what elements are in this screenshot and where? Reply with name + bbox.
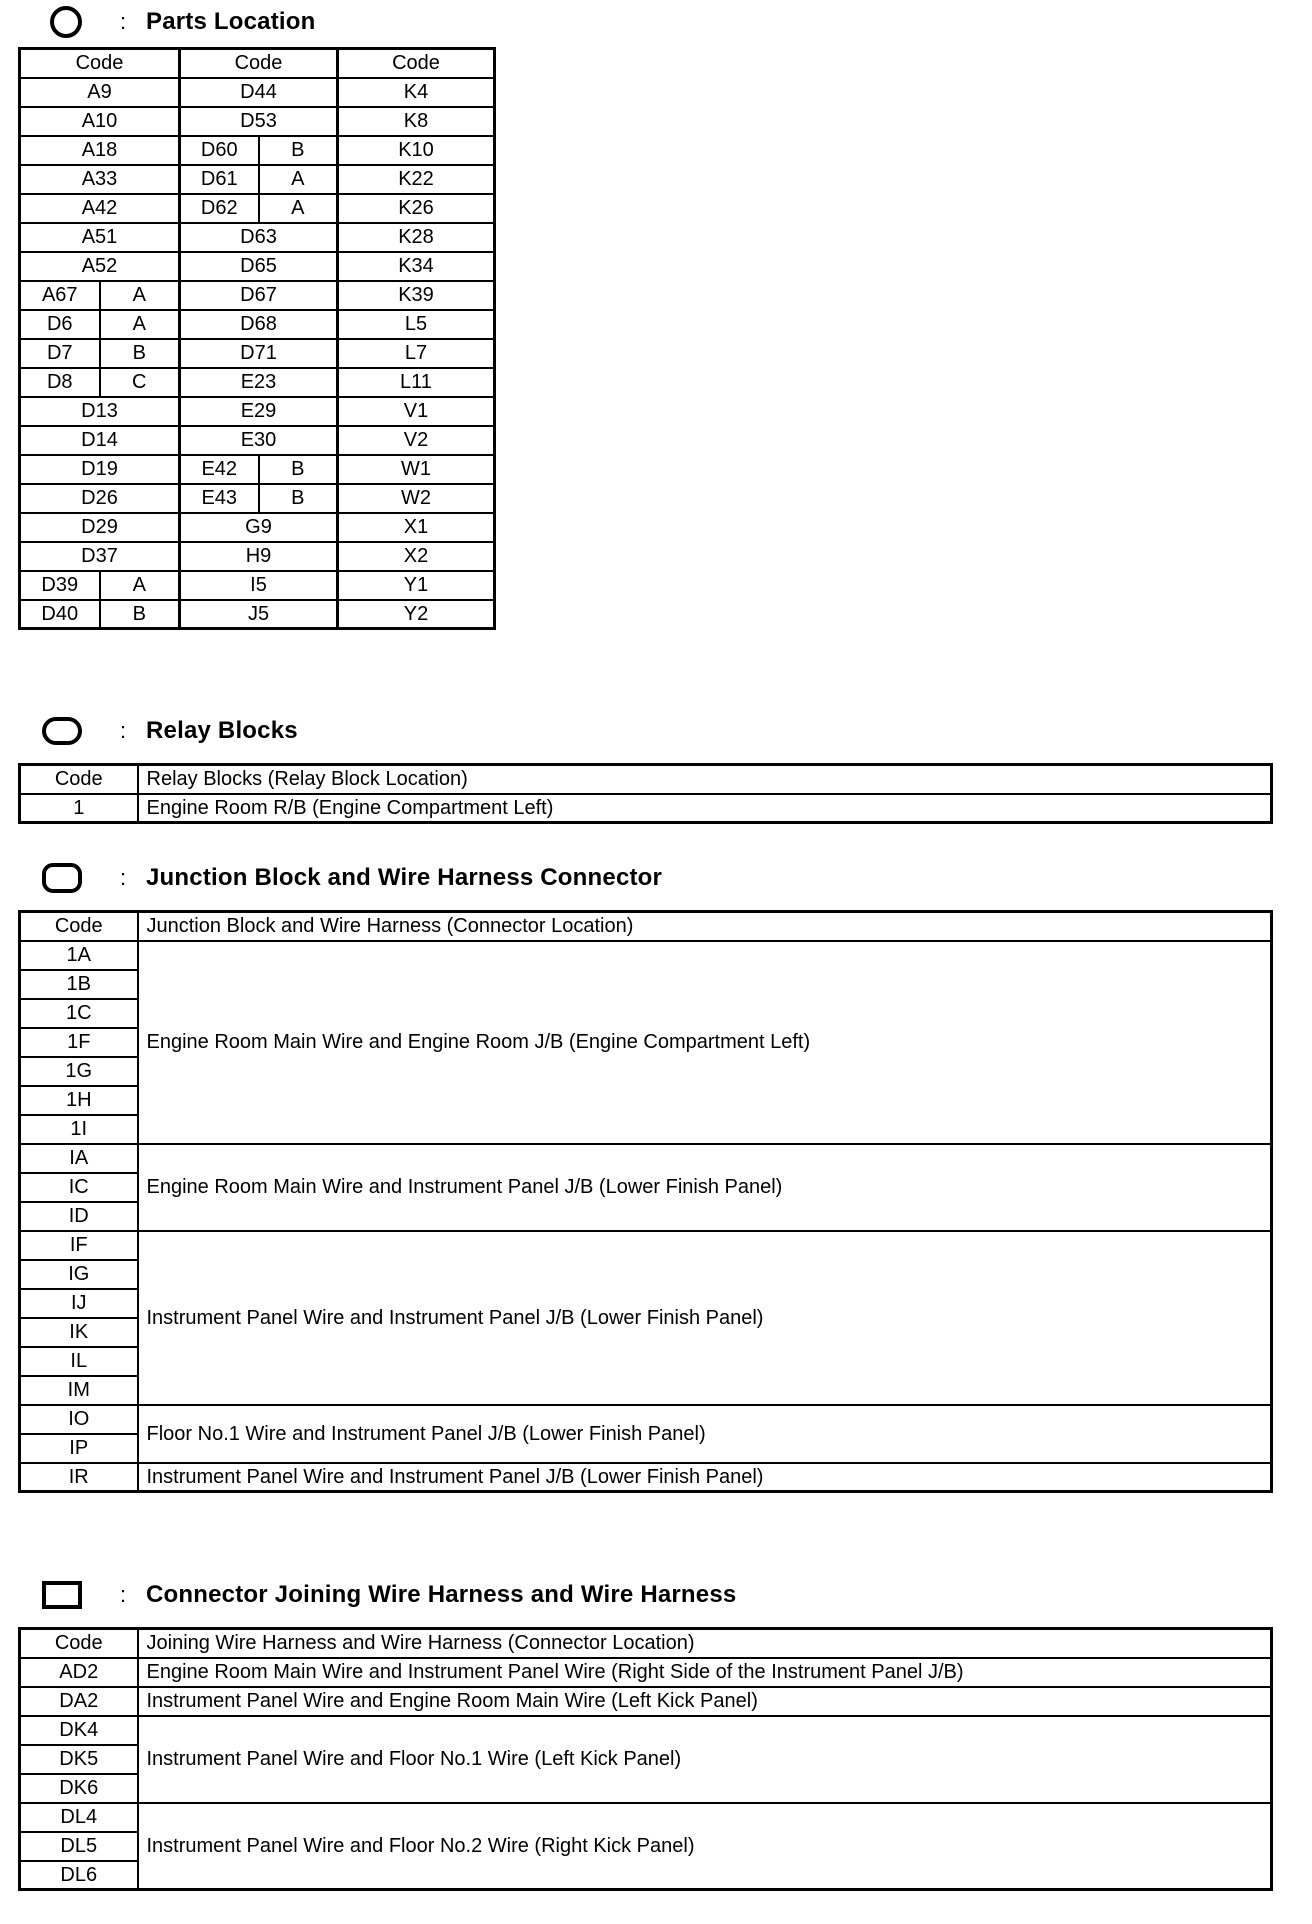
parts-suffix-cell: A [100,571,180,600]
junction-code-cell: IO [20,1405,138,1434]
parts-row [20,165,495,194]
parts-code-cell: E30 [180,426,338,455]
connector-header-row [20,1629,1272,1658]
parts-row [20,397,495,426]
parts-code-cell: E29 [180,397,338,426]
parts-code-cell: D13 [20,397,180,426]
parts-code-cell: W2 [338,484,495,513]
parts-code-cell: D44 [180,78,338,107]
connector-code-cell: DK5 [20,1745,138,1774]
parts-code-cell: Y1 [338,571,495,600]
junction-code-cell: IA [20,1144,138,1173]
parts-location-table [18,47,496,630]
parts-code-cell: D71 [180,339,338,368]
parts-code-cell: X1 [338,513,495,542]
parts-code-cell: K34 [338,252,495,281]
parts-code-cell: V1 [338,397,495,426]
parts-code-cell: D37 [20,542,180,571]
junction-code-cell: 1F [20,1028,138,1057]
parts-row [20,426,495,455]
relay-desc-cell: Engine Room R/B (Engine Compartment Left) [138,794,1272,823]
parts-code-cell: A52 [20,252,180,281]
parts-suffix-cell: A [259,165,338,194]
parts-code-cell: V2 [338,426,495,455]
parts-code-cell: D7 [20,339,100,368]
junction-code-cell: IJ [20,1289,138,1318]
parts-code-cell: A42 [20,194,180,223]
connector-code-cell: AD2 [20,1658,138,1687]
parts-code-cell: D60 [180,136,259,165]
parts-code-cell: K39 [338,281,495,310]
parts-code-cell: D68 [180,310,338,339]
parts-row [20,455,495,484]
junction-block-title: Junction Block and Wire Harness Connector [146,864,663,891]
parts-location-title: Parts Location [146,8,316,35]
junction-code-cell: 1G [20,1057,138,1086]
parts-code-cell: L7 [338,339,495,368]
connector-code-cell: DK6 [20,1774,138,1803]
connector-row [20,1803,1272,1832]
relay-header-desc: Relay Blocks (Relay Block Location) [138,765,1272,794]
parts-code-cell: D19 [20,455,180,484]
parts-row [20,542,495,571]
junction-header-code: Code [20,912,138,941]
connector-joining-table [18,1627,1273,1891]
parts-code-cell: A18 [20,136,180,165]
junction-header-desc: Junction Block and Wire Harness (Connector Location) [138,912,1272,941]
parts-code-cell: I5 [180,571,338,600]
junction-row [20,1463,1272,1492]
parts-header-cell: Code [338,49,495,78]
connector-code-cell: DL5 [20,1832,138,1861]
parts-code-cell: D62 [180,194,259,223]
parts-code-cell: L11 [338,368,495,397]
parts-code-cell: K8 [338,107,495,136]
connector-header-desc: Joining Wire Harness and Wire Harness (Connector Location) [138,1629,1272,1658]
connector-row [20,1658,1272,1687]
parts-code-cell: D61 [180,165,259,194]
junction-code-cell: IK [20,1318,138,1347]
parts-suffix-cell: A [259,194,338,223]
parts-code-cell: L5 [338,310,495,339]
parts-code-cell: D67 [180,281,338,310]
connector-row [20,1716,1272,1745]
parts-row [20,194,495,223]
parts-row [20,600,495,629]
rectangle-icon [42,1581,82,1609]
connector-code-cell: DL4 [20,1803,138,1832]
parts-row [20,368,495,397]
connector-joining-title: Connector Joining Wire Harness and Wire Harness [146,1581,737,1608]
junction-code-cell: IM [20,1376,138,1405]
parts-code-cell: D29 [20,513,180,542]
parts-header-cell: Code [180,49,338,78]
connector-row [20,1687,1272,1716]
junction-code-cell: 1A [20,941,138,970]
junction-code-cell: 1I [20,1115,138,1144]
junction-row [20,1144,1272,1173]
parts-code-cell: D6 [20,310,100,339]
junction-block-header [42,860,662,896]
parts-suffix-cell: C [100,368,180,397]
circle-icon [50,6,82,38]
parts-header-cell: Code [20,49,180,78]
parts-row [20,339,495,368]
junction-code-cell: IL [20,1347,138,1376]
parts-row [20,513,495,542]
relay-code-cell: 1 [20,794,138,823]
parts-code-cell: H9 [180,542,338,571]
parts-code-cell: D40 [20,600,100,629]
parts-code-cell: X2 [338,542,495,571]
connector-joining-header [42,1577,736,1613]
parts-code-cell: K26 [338,194,495,223]
parts-code-cell: K28 [338,223,495,252]
parts-code-cell: E43 [180,484,259,513]
relay-header-row [20,765,1272,794]
junction-block-table [18,910,1273,1493]
junction-code-cell: IR [20,1463,138,1492]
relay-blocks-title: Relay Blocks [146,717,298,744]
parts-suffix-cell: B [100,600,180,629]
parts-code-cell: K22 [338,165,495,194]
parts-code-cell: J5 [180,600,338,629]
junction-code-cell: IG [20,1260,138,1289]
connector-desc-cell: Engine Room Main Wire and Instrument Panel Wire (Right Side of the Instrument Panel J/B) [138,1658,1272,1687]
junction-code-cell: 1C [20,999,138,1028]
junction-desc-cell: Floor No.1 Wire and Instrument Panel J/B (Lower Finish Panel) [138,1405,1272,1463]
parts-code-cell: D26 [20,484,180,513]
connector-code-cell: DA2 [20,1687,138,1716]
parts-code-cell: K4 [338,78,495,107]
parts-suffix-cell: B [259,455,338,484]
parts-header-row [20,49,495,78]
parts-row [20,252,495,281]
relay-blocks-header [42,713,298,749]
parts-suffix-cell: B [259,136,338,165]
parts-code-cell: A67 [20,281,100,310]
rounded-rectangle-icon [42,863,82,893]
junction-desc-cell: Engine Room Main Wire and Instrument Panel J/B (Lower Finish Panel) [138,1144,1272,1231]
parts-code-cell: A10 [20,107,180,136]
relay-blocks-colon: : [120,718,127,743]
parts-code-cell: D63 [180,223,338,252]
parts-code-cell: K10 [338,136,495,165]
parts-row [20,78,495,107]
junction-code-cell: IP [20,1434,138,1463]
parts-code-cell: D53 [180,107,338,136]
junction-desc-cell: Instrument Panel Wire and Instrument Panel J/B (Lower Finish Panel) [138,1463,1272,1492]
relay-row [20,794,1272,823]
parts-code-cell: E42 [180,455,259,484]
connector-desc-cell: Instrument Panel Wire and Floor No.1 Wire (Left Kick Panel) [138,1716,1272,1803]
connector-desc-cell: Instrument Panel Wire and Engine Room Main Wire (Left Kick Panel) [138,1687,1272,1716]
junction-code-cell: 1B [20,970,138,999]
parts-code-cell: D14 [20,426,180,455]
parts-row [20,571,495,600]
junction-code-cell: 1H [20,1086,138,1115]
parts-code-cell: G9 [180,513,338,542]
parts-suffix-cell: A [100,281,180,310]
connector-header-code: Code [20,1629,138,1658]
connector-joining-colon: : [120,1582,127,1607]
relay-header-code: Code [20,765,138,794]
junction-code-cell: ID [20,1202,138,1231]
parts-row [20,310,495,339]
junction-desc-cell: Engine Room Main Wire and Engine Room J/B (Engine Compartment Left) [138,941,1272,1144]
relay-blocks-table [18,763,1273,824]
parts-row [20,136,495,165]
parts-code-cell: E23 [180,368,338,397]
connector-desc-cell: Instrument Panel Wire and Floor No.2 Wire (Right Kick Panel) [138,1803,1272,1890]
parts-suffix-cell: B [100,339,180,368]
junction-row [20,941,1272,970]
parts-code-cell: A33 [20,165,180,194]
parts-suffix-cell: A [100,310,180,339]
oval-icon [42,717,82,745]
parts-code-cell: D8 [20,368,100,397]
junction-header-row [20,912,1272,941]
junction-code-cell: IC [20,1173,138,1202]
parts-row [20,484,495,513]
parts-code-cell: Y2 [338,600,495,629]
connector-code-cell: DL6 [20,1861,138,1890]
parts-code-cell: D39 [20,571,100,600]
parts-code-cell: D65 [180,252,338,281]
parts-code-cell: A51 [20,223,180,252]
junction-code-cell: IF [20,1231,138,1260]
connector-code-cell: DK4 [20,1716,138,1745]
parts-code-cell: W1 [338,455,495,484]
junction-row [20,1405,1272,1434]
parts-row [20,107,495,136]
parts-suffix-cell: B [259,484,338,513]
parts-code-cell: A9 [20,78,180,107]
parts-location-header [42,4,316,40]
junction-row [20,1231,1272,1260]
parts-row [20,223,495,252]
junction-block-colon: : [120,865,127,890]
parts-row [20,281,495,310]
parts-location-colon: : [120,9,127,34]
junction-desc-cell: Instrument Panel Wire and Instrument Panel J/B (Lower Finish Panel) [138,1231,1272,1405]
